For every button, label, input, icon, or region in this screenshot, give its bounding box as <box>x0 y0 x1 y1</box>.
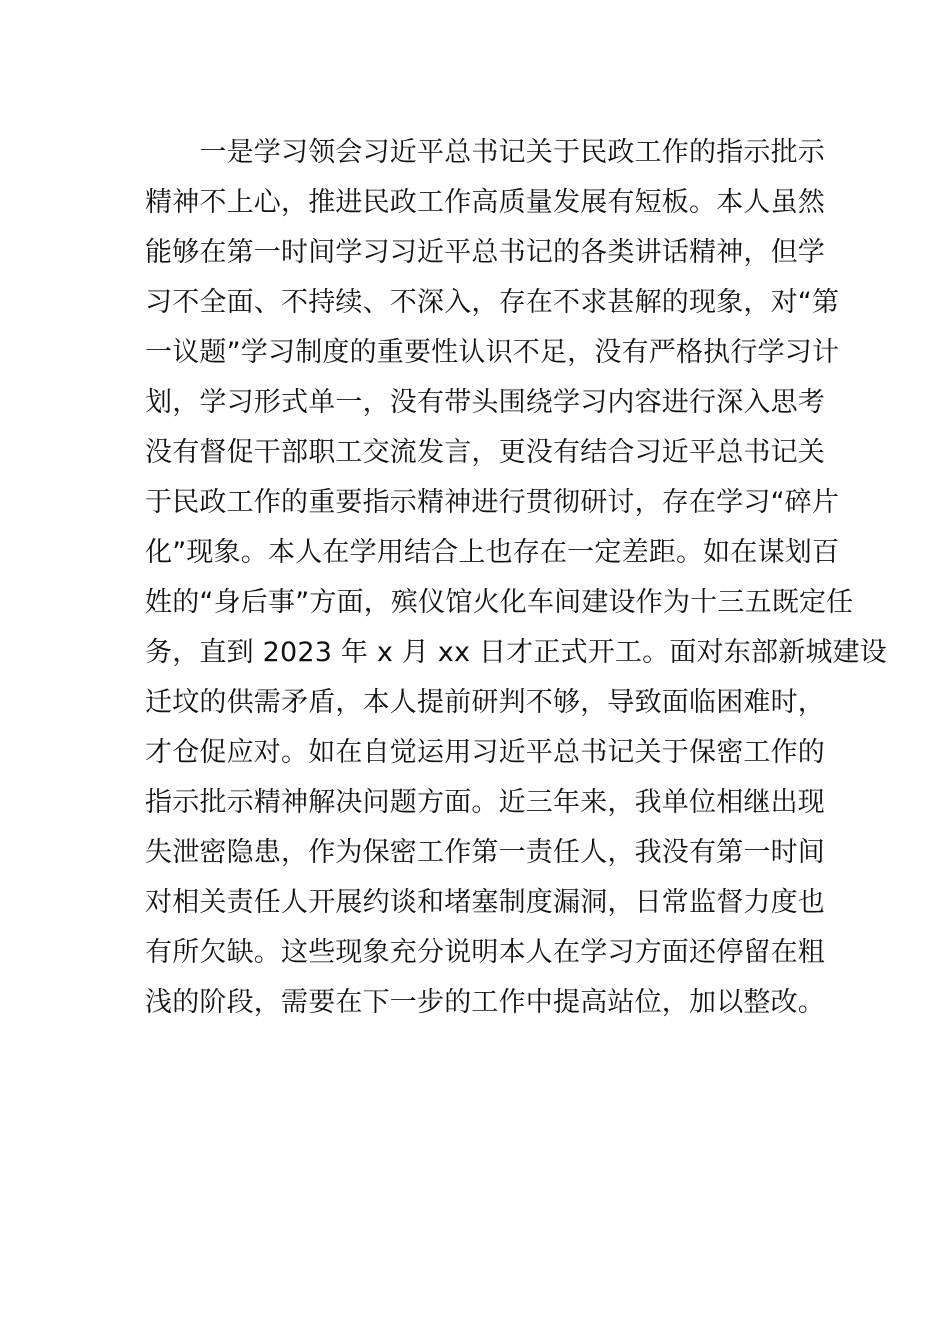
paragraph-line: 务，直到 2023 年 x 月 xx 日才正式开工。面对东部新城建设 <box>145 637 887 668</box>
paragraph-line: 姓的“身后事”方面，殡仪馆火化车间建设作为十三五既定任 <box>145 587 854 618</box>
paragraph-line: 对相关责任人开展约谈和堵塞制度漏洞，日常监督力度也 <box>145 887 825 918</box>
paragraph-line: 浅的阶段，需要在下一步的工作中提高站位，加以整改。 <box>145 987 825 1018</box>
paragraph-line: 有所欠缺。这些现象充分说明本人在学习方面还停留在粗 <box>145 937 825 968</box>
paragraph-line: 精神不上心，推进民政工作高质量发展有短板。本人虽然 <box>145 187 825 218</box>
paragraph-line: 指示批示精神解决问题方面。近三年来，我单位相继出现 <box>145 787 825 818</box>
paragraph-line: 迁坟的供需矛盾，本人提前研判不够，导致面临困难时， <box>145 687 825 718</box>
paragraph-line: 化”现象。本人在学用结合上也存在一定差距。如在谋划百 <box>145 537 840 568</box>
paragraph-line: 一是学习领会习近平总书记关于民政工作的指示批示 <box>145 137 825 168</box>
paragraph-line: 能够在第一时间学习习近平总书记的各类讲话精神，但学 <box>145 237 825 268</box>
paragraph-line: 于民政工作的重要指示精神进行贯彻研讨，存在学习“碎片 <box>145 487 840 518</box>
paragraph-line: 习不全面、不持续、不深入，存在不求甚解的现象，对“第 <box>145 287 840 318</box>
paragraph-line: 失泄密隐患，作为保密工作第一责任人，我没有第一时间 <box>145 837 825 868</box>
paragraph-line: 没有督促干部职工交流发言，更没有结合习近平总书记关 <box>145 437 825 468</box>
paragraph-line: 划，学习形式单一，没有带头围绕学习内容进行深入思考 <box>145 387 825 418</box>
paragraph <box>145 128 887 1028</box>
paragraph-line: 一议题”学习制度的重要性认识不足，没有严格执行学习计 <box>145 337 840 368</box>
paragraph-line: 才仓促应对。如在自觉运用习近平总书记关于保密工作的 <box>145 737 825 768</box>
